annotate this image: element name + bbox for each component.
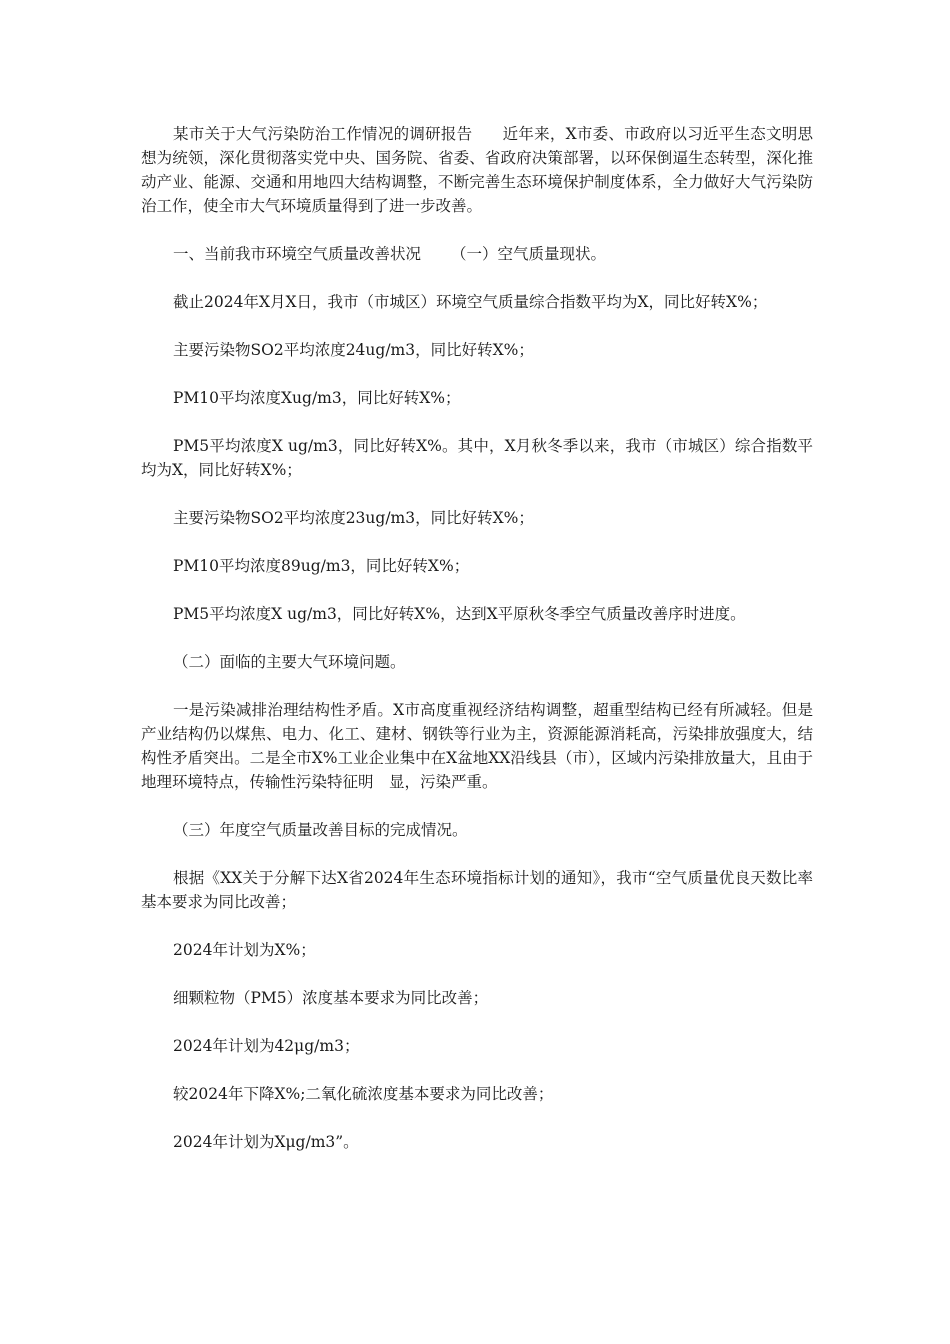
pm10-a-paragraph: PM10平均浓度Xug/m3，同比好转X%；	[173, 389, 461, 407]
plan-ratio-paragraph: 2024年计划为X%；	[173, 941, 316, 959]
pm5-a-paragraph: PM5平均浓度X ug/m3，同比好转X%。其中，X月秋冬季以来，我市（市城区）综合指数平均为X，同比好转X%；	[141, 437, 813, 479]
index-summary-paragraph: 截止2024年X月X日，我市（市城区）环境空气质量综合指数平均为X，同比好转X%；	[173, 293, 768, 311]
so2-requirement-paragraph: 较2024年下降X%;二氧化硫浓度基本要求为同比改善；	[173, 1085, 554, 1103]
section-heading-paragraph	[141, 242, 813, 266]
intro-paragraph	[141, 122, 813, 218]
intro-text: 近年来，X市委、市政府以习近平生态文明思想为统领，深化贯彻落实党中央、国务院、省委、省政府决策部署，以环保倒逼生态转型，深化推动产业、能源、交通和用地四大结构调整，不断完善生态环境保护制度体系，全力做好大气污染防治工作，使全市大气环境质量得到了进一步改善。	[141, 125, 813, 215]
pm10-b-paragraph: PM10平均浓度89ug/m3，同比好转X%；	[173, 557, 470, 575]
problems-paragraph: 一是污染减排治理结构性矛盾。X市高度重视经济结构调整，超重型结构已经有所减轻。但是产业结构仍以煤焦、电力、化工、建材、钢铁等行业为主，资源能源消耗高，污染排放强度大，结构性矛盾突出。二是全市X%工业企业集中在X盆地XX沿线县（市），区域内污染排放量大，且由于地理环境特点，传输性污染特征明 显，污染严重。	[141, 701, 813, 791]
sub1-heading: （一）空气质量现状。	[451, 245, 607, 263]
sub3-heading: （三）年度空气质量改善目标的完成情况。	[173, 821, 468, 839]
targets-paragraph: 根据《XX关于分解下达X省2024年生态环境指标计划的通知》，我市“空气质量优良天数比率基本要求为同比改善；	[141, 869, 813, 911]
so2-a-paragraph: 主要污染物SO2平均浓度24ug/m3，同比好转X%；	[173, 341, 534, 359]
plan-so2-paragraph: 2024年计划为Xμg/m3”。	[173, 1133, 359, 1151]
section1-heading: 一、当前我市环境空气质量改善状况	[173, 245, 422, 263]
plan-pm5-paragraph: 2024年计划为42μg/m3；	[173, 1037, 360, 1055]
sub2-heading: （二）面临的主要大气环境问题。	[173, 653, 406, 671]
pm5-b-paragraph: PM5平均浓度X ug/m3，同比好转X%，达到X平原秋冬季空气质量改善序时进度。	[173, 605, 746, 623]
report-title: 某市关于大气污染防治工作情况的调研报告	[173, 125, 473, 143]
document-page	[141, 122, 813, 1178]
pm5-requirement-paragraph: 细颗粒物（PM5）浓度基本要求为同比改善；	[173, 989, 489, 1007]
so2-b-paragraph: 主要污染物SO2平均浓度23ug/m3，同比好转X%；	[173, 509, 534, 527]
